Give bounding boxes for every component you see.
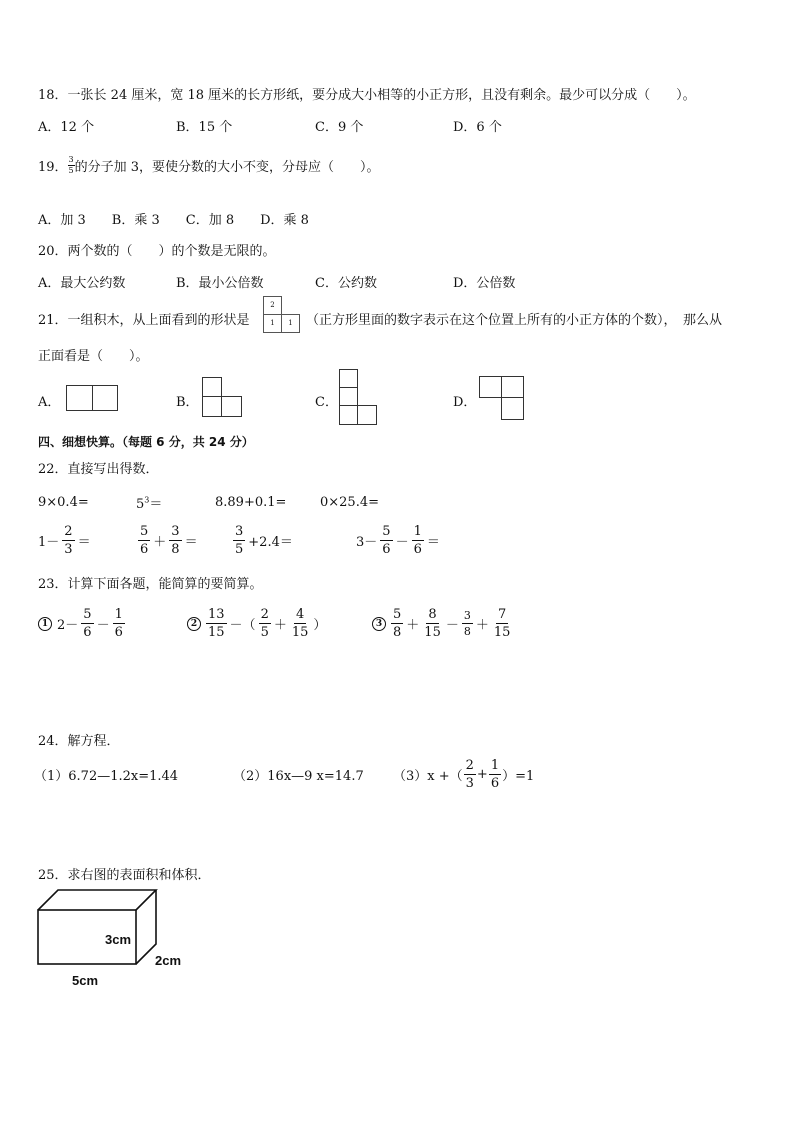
- denominator: 3: [465, 776, 474, 791]
- denominator: 5: [260, 625, 269, 640]
- q19-fraction-numerator: 3: [68, 155, 74, 164]
- denominator: 3: [64, 542, 73, 557]
- numerator: 1: [413, 524, 422, 539]
- denominator: 6: [490, 776, 500, 791]
- q22-r2-b: [138, 525, 198, 556]
- q21-option-c-figure: [339, 369, 377, 425]
- q23-e1-fraction-1: [81, 608, 93, 639]
- q23-circled-number-3: 3: [372, 617, 386, 631]
- q21-top-view: [263, 296, 301, 334]
- q21-b-square-3: [221, 396, 242, 417]
- cuboid-length-label: 5cm: [72, 973, 99, 988]
- q25-cuboid-figure: [30, 884, 200, 994]
- q22-r1-b-exponent: 3: [144, 495, 150, 505]
- q18-option-d: D．6 个: [453, 120, 502, 135]
- q19-fraction: [68, 156, 75, 175]
- q21-option-a-figure: [66, 385, 118, 411]
- q19-number: 19．: [38, 160, 68, 175]
- q22-r2-d-op: －: [395, 535, 409, 550]
- numerator: 2: [260, 607, 269, 622]
- q24-equation-3: [393, 759, 534, 790]
- cuboid-height-label: 3cm: [105, 932, 132, 947]
- q24-e3-lead: （3）x +（: [393, 769, 463, 784]
- q22-r2-a-lead: 1－: [38, 535, 60, 550]
- q21-top-view-cell-2: 1: [263, 314, 282, 333]
- denominator: 6: [114, 625, 123, 640]
- q23-e2-op1: －（: [229, 618, 256, 633]
- q23-e2-fraction-3: [290, 608, 311, 639]
- numerator: 1: [114, 607, 123, 622]
- q21-option-b-figure: [202, 377, 242, 417]
- q23-e3-fraction-4: [492, 608, 513, 639]
- denominator: 6: [382, 542, 391, 557]
- q21-option-a-label: A．: [38, 395, 61, 410]
- q22-r2-b-fraction-1: [138, 525, 150, 556]
- q22-r2-a: [38, 525, 91, 556]
- q19-stem-rest: 的分子加 3，要使分数的大小不变，分母应（ ）。: [74, 160, 380, 175]
- denominator: 15: [493, 625, 511, 640]
- q23-stem: 23．计算下面各题，能简算的要简算。: [38, 577, 263, 592]
- q23-e1-op: －: [96, 618, 110, 633]
- q21-a-square-1: [66, 385, 93, 411]
- q23-expression-2: [187, 608, 326, 639]
- numerator: 13: [208, 607, 225, 622]
- q23-circled-number-1: 1: [38, 617, 52, 631]
- q24-equation-1: （1）6.72—1.2x=1.44: [34, 769, 179, 784]
- q21-a-square-2: [92, 385, 118, 411]
- q19-fraction-denominator: 5: [68, 166, 74, 175]
- q21-c-square-2: [339, 387, 358, 406]
- q22-r1-d: 0×25.4=: [320, 495, 380, 510]
- q21-option-b-label: B．: [176, 395, 199, 410]
- q23-e3-op1: ＋: [406, 618, 420, 633]
- q19-stem: [38, 156, 380, 175]
- q18-option-b: B．15 个: [176, 120, 233, 135]
- denominator: 8: [463, 625, 471, 638]
- denominator: 6: [413, 542, 422, 557]
- numerator: 1: [490, 758, 500, 773]
- q25-stem: 25．求右图的表面积和体积．: [38, 868, 211, 883]
- denominator: 15: [424, 625, 441, 640]
- q22-r1-c: 8.89+0.1=: [215, 495, 287, 510]
- q23-circled-number-2: 2: [187, 617, 201, 631]
- cuboid-top-face: [38, 890, 156, 910]
- q21-c-square-1: [339, 369, 358, 388]
- q24-stem: 24．解方程．: [38, 734, 120, 749]
- numerator: 3: [235, 524, 244, 539]
- q22-r2-d-lead: 3－: [356, 535, 378, 550]
- q24-e3-fraction-1: [464, 759, 476, 790]
- numerator: 3: [463, 609, 471, 622]
- q23-e1-fraction-2: [113, 608, 125, 639]
- q19-options: A．加 3 B．乘 3 C．加 8 D．乘 8: [38, 213, 309, 228]
- q20-option-b: B．最小公倍数: [176, 276, 264, 291]
- q22-r2-c-fraction: [233, 525, 245, 556]
- q21-top-view-cell-3: 1: [281, 314, 300, 333]
- q22-r2-d-fraction-2: [412, 525, 424, 556]
- numerator: 2: [465, 758, 474, 773]
- q22-r2-d: [356, 525, 440, 556]
- q23-e3-fraction-3: [462, 610, 473, 637]
- q21-d-square-2: [501, 376, 524, 398]
- denominator: 5: [235, 542, 244, 557]
- q23-e3-op3: ＋: [475, 618, 489, 633]
- denominator: 6: [83, 625, 92, 640]
- numerator: 5: [83, 607, 92, 622]
- q21-d-square-1: [479, 376, 502, 398]
- q24-equation-2: （2）16x—9 x=14.7: [233, 769, 364, 784]
- q24-e3-op: +: [476, 767, 488, 782]
- q21-stem-b: （正方形里面的数字表示在这个位置上所有的小正方体的个数）， 那么从: [306, 313, 723, 328]
- q22-r2-b-tail: ＝: [184, 535, 198, 550]
- q22-r2-c: [233, 525, 293, 556]
- q22-r2-a-tail: ＝: [77, 535, 91, 550]
- q23-expression-3: [372, 608, 512, 639]
- q21-c-square-3: [339, 405, 358, 425]
- q23-e1-lead: 2－: [57, 618, 79, 633]
- numerator: 2: [64, 524, 73, 539]
- q21-option-c-label: C．: [315, 395, 338, 410]
- q21-top-view-cell-1: 2: [263, 296, 282, 315]
- q22-r2-a-fraction: [62, 525, 74, 556]
- q21-option-d-figure: [479, 376, 524, 420]
- q20-stem: 20．两个数的（ ）的个数是无限的。: [38, 244, 276, 259]
- numerator: 5: [393, 607, 402, 622]
- q21-stem-c: 正面看是（ ）。: [38, 349, 149, 364]
- q24-e3-fraction-2: [489, 759, 501, 790]
- numerator: 5: [140, 524, 149, 539]
- q18-stem: 18．一张长 24 厘米，宽 18 厘米的长方形纸，要分成大小相等的小正方形，且没有剩余。最少可以分成（ ）。: [38, 88, 696, 103]
- q22-r1-b-equals: ＝: [149, 497, 163, 512]
- q21-d-square-3: [501, 397, 524, 420]
- q18-option-a: A．12 个: [38, 120, 95, 135]
- q23-e2-op2: ＋: [273, 618, 287, 633]
- denominator: 6: [140, 542, 149, 557]
- q23-e2-fraction-2: [259, 608, 271, 639]
- q20-option-a: A．最大公约数: [38, 276, 126, 291]
- denominator: 15: [208, 625, 225, 640]
- q23-expression-1: [38, 608, 125, 639]
- denominator: 8: [171, 542, 180, 557]
- section-4-heading: 四、细想快算。（每题 6 分，共 24 分）: [38, 435, 254, 449]
- q23-e3-fraction-1: [391, 608, 403, 639]
- q23-e2-close: ）: [313, 618, 327, 633]
- q21-c-square-4: [357, 405, 377, 425]
- q23-e2-fraction-1: [206, 608, 227, 639]
- q22-r2-d-fraction-1: [380, 525, 392, 556]
- q22-r2-b-op: ＋: [153, 535, 167, 550]
- q23-e3-op2: －: [445, 618, 459, 633]
- numerator: 7: [498, 607, 507, 622]
- q22-r1-b: [136, 493, 162, 512]
- numerator: 3: [171, 524, 180, 539]
- q22-stem: 22．直接写出得数．: [38, 462, 159, 477]
- q20-option-c: C．公约数: [315, 276, 377, 291]
- denominator: 15: [291, 625, 309, 640]
- numerator: 4: [295, 607, 305, 622]
- q22-r2-c-tail: +2.4＝: [248, 535, 293, 550]
- q21-b-square-1: [202, 377, 222, 397]
- q20-option-d: D．公倍数: [453, 276, 516, 291]
- numerator: 8: [428, 607, 437, 622]
- q21-stem-a: 21．一组积木，从上面看到的形状是: [38, 313, 250, 328]
- q21-option-d-label: D．: [453, 395, 477, 410]
- cuboid-depth-label: 2cm: [155, 953, 182, 968]
- q21-b-square-2: [202, 396, 222, 417]
- q23-e3-fraction-2: [422, 608, 443, 639]
- q22-r1-b-base: 5: [136, 497, 145, 512]
- numerator: 5: [382, 524, 391, 539]
- q24-e3-tail: ）=1: [502, 769, 535, 784]
- denominator: 8: [393, 625, 402, 640]
- q22-r1-a: 9×0.4=: [38, 495, 89, 510]
- q22-r2-d-tail: ＝: [426, 535, 440, 550]
- q18-option-c: C．9 个: [315, 120, 364, 135]
- q22-r2-b-fraction-2: [169, 525, 181, 556]
